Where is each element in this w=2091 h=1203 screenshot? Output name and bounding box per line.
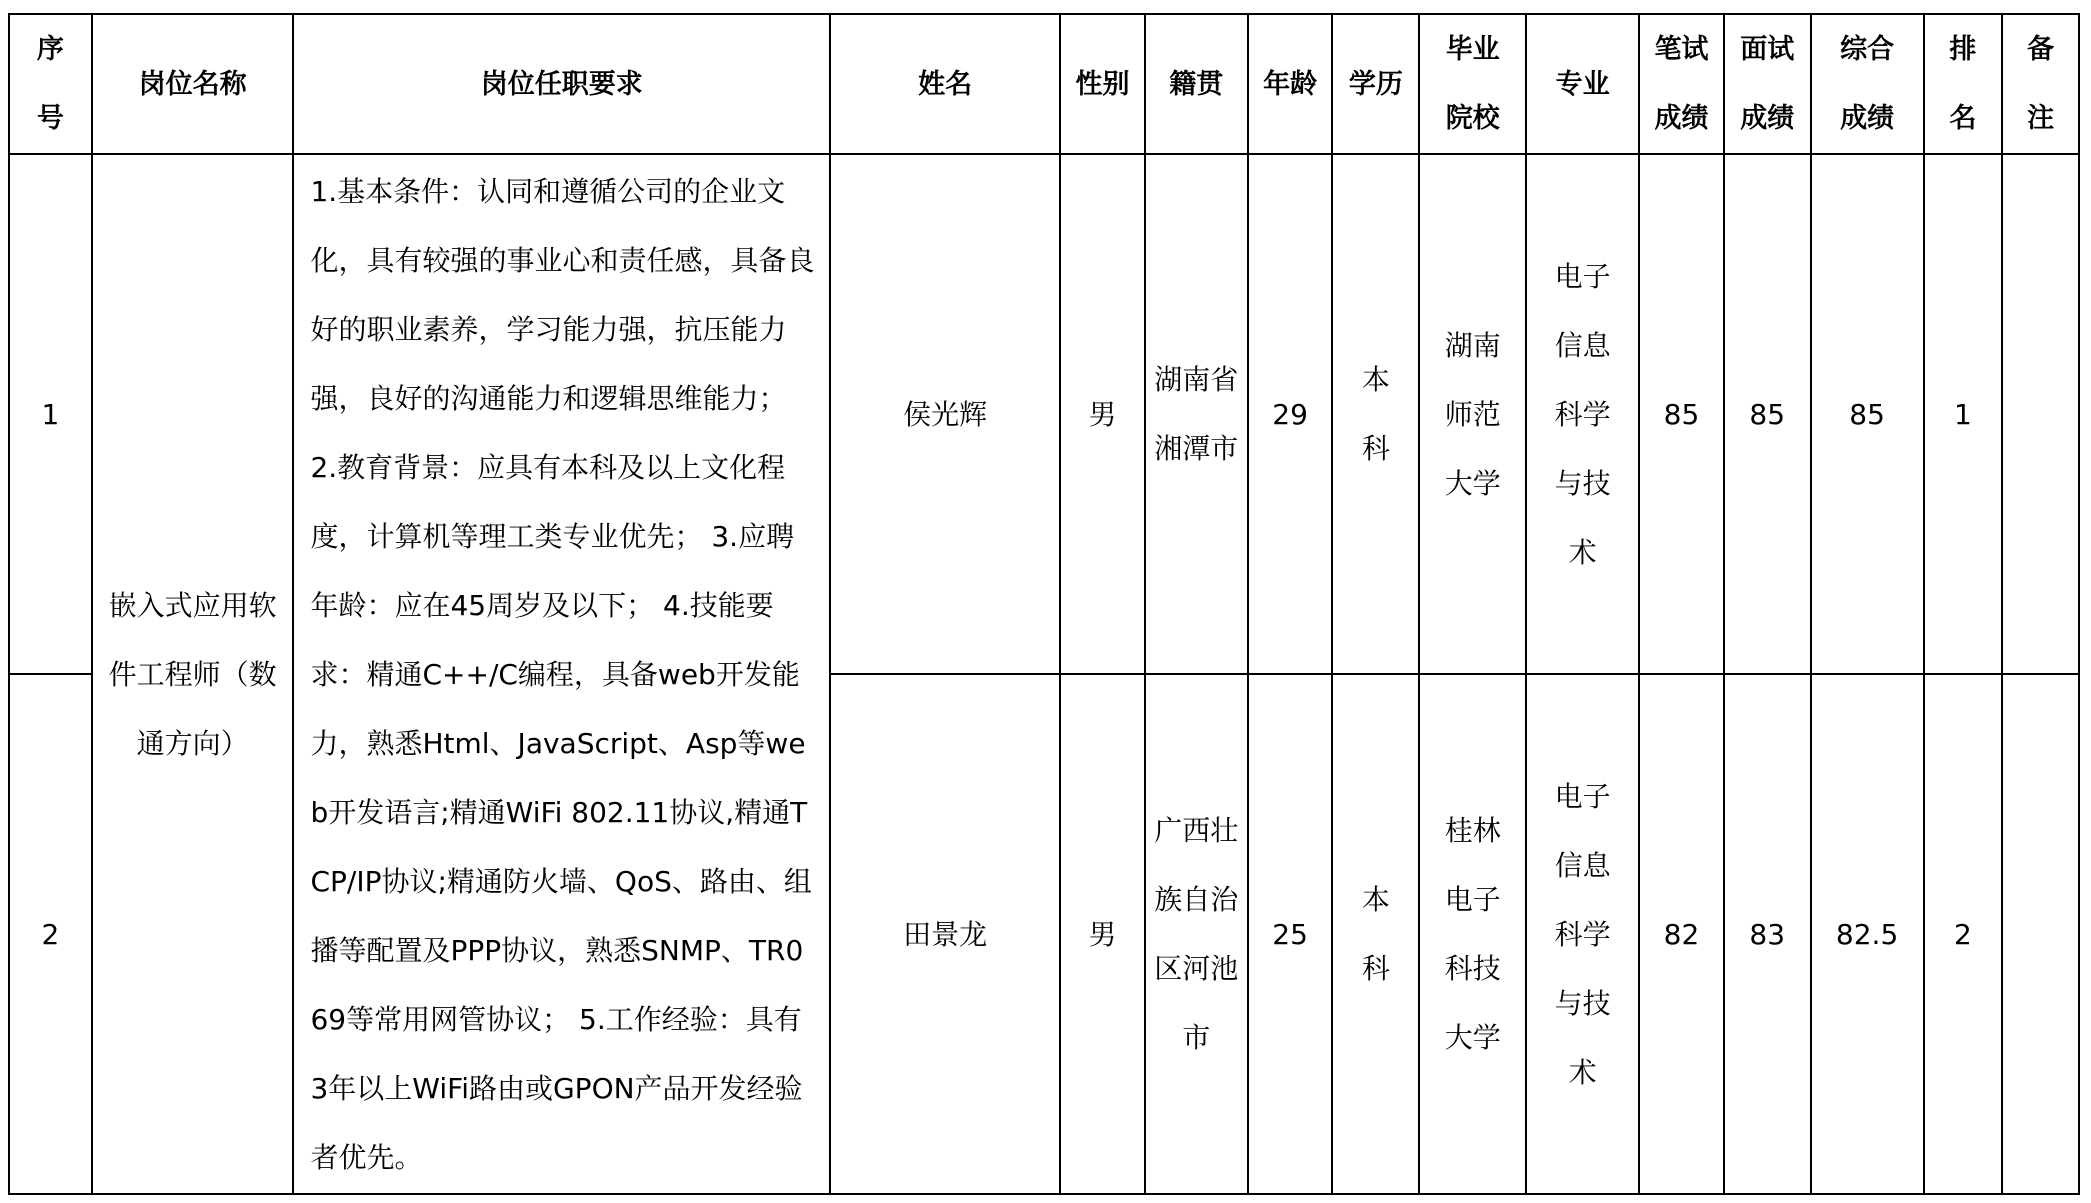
cell-note [2002,154,2079,674]
header-interview: 面试 成绩 [1724,14,1811,154]
header-name: 姓名 [830,14,1060,154]
cell-total-score: 85 [1811,154,1924,674]
table-row [9,154,2079,674]
header-note: 备 注 [2002,14,2079,154]
header-post: 岗位名称 [92,14,294,154]
cell-origin: 湖南省 湘潭市 [1145,154,1248,674]
header-major: 专业 [1526,14,1639,154]
cell-major: 电子 信息 科学 与技 术 [1526,154,1639,674]
header-row [9,14,2079,154]
cell-note [2002,674,2079,1194]
cell-name: 田景龙 [830,674,1060,1194]
cell-gender: 男 [1060,154,1145,674]
cell-school: 湖南 师范 大学 [1419,154,1526,674]
cell-total-score: 82.5 [1811,674,1924,1194]
header-written: 笔试 成绩 [1639,14,1724,154]
header-seq: 序 号 [9,14,92,154]
cell-rank: 2 [1924,674,2003,1194]
header-total: 综合 成绩 [1811,14,1924,154]
cell-gender: 男 [1060,674,1145,1194]
cell-major: 电子 信息 科学 与技 术 [1526,674,1639,1194]
cell-written-score: 82 [1639,674,1724,1194]
cell-age: 25 [1248,674,1333,1194]
cell-post-title: 嵌入式应用软件工程师（数通方向） [92,154,294,1194]
cell-school: 桂林 电子 科技 大学 [1419,674,1526,1194]
cell-rank: 1 [1924,154,2003,674]
header-rank: 排 名 [1924,14,2003,154]
header-age: 年龄 [1248,14,1333,154]
cell-interview-score: 83 [1724,674,1811,1194]
cell-seq: 2 [9,674,92,1194]
cell-requirements: 1.基本条件：认同和遵循公司的企业文化，具有较强的事业心和责任感，具备良好的职业素养，学习能力强，抗压能力强，良好的沟通能力和逻辑思维能力； 2.教育背景：应具有本科及以上文化程度，计算机等理工类专业优先； 3.应聘年龄：应在45周岁及以下； 4.技能要求：精通C++/C编程，具备web开发能力，熟悉Html、JavaScript、Asp等web开发语言;精通WiFi 802.11协议,精通TCP/IP协议;精通防火墙、QoS、路由、组播等配置及PPP协议，熟悉SNMP、TR069等常用网管协议； 5.工作经验：具有3年以上WiFi路由或GPON产品开发经验者优先。 [293,154,830,1194]
results-table [8,13,2080,1195]
cell-interview-score: 85 [1724,154,1811,674]
cell-education: 本 科 [1332,674,1419,1194]
header-education: 学历 [1332,14,1419,154]
header-school: 毕业 院校 [1419,14,1526,154]
cell-education: 本 科 [1332,154,1419,674]
cell-seq: 1 [9,154,92,674]
header-requirements: 岗位任职要求 [293,14,830,154]
cell-age: 29 [1248,154,1333,674]
cell-written-score: 85 [1639,154,1724,674]
header-gender: 性别 [1060,14,1145,154]
cell-origin: 广西壮 族自治 区河池 市 [1145,674,1248,1194]
cell-name: 侯光辉 [830,154,1060,674]
header-origin: 籍贯 [1145,14,1248,154]
